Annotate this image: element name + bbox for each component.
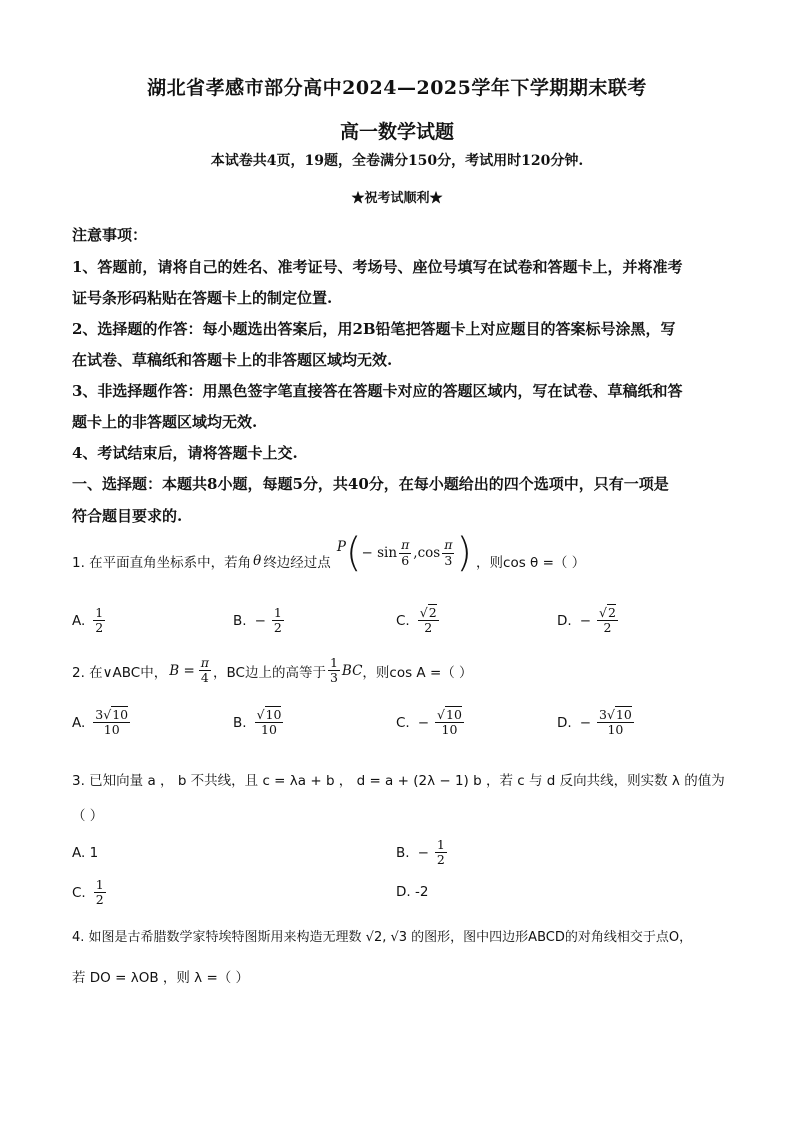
q2-one-third: $\frac{1}{3}$ xyxy=(329,655,338,686)
q1-pi-over-3: $\frac{\pi}{3}$ xyxy=(444,537,453,568)
q2-option-d: D. − $\frac{3√10}{10}$ xyxy=(557,707,632,738)
q1-option-b: B. − $\frac{1}{2}$ xyxy=(233,605,282,636)
q1-post: ，则cos θ =（ ） xyxy=(476,555,586,571)
q2-pi-over-4: $\frac{\pi}{4}$ xyxy=(200,655,209,686)
note-2-line-2: 在试卷、草稿纸和答题卡上的非答题区域均无效. xyxy=(72,351,393,369)
q1-option-a: A. $\frac{1}{2}$ xyxy=(72,605,104,636)
q2-mid: ，BC边上的高等于 xyxy=(213,664,326,681)
q1-pi-over-6: $\frac{\pi}{6}$ xyxy=(401,537,410,568)
exam-info: 本试卷共4页，19题，全卷满分150分，考试用时120分钟. xyxy=(210,153,584,169)
q1-sin: − sin xyxy=(361,545,398,561)
exam-wish: ★祝考试顺利★ xyxy=(351,191,443,206)
q1-mid: 终边经过点 xyxy=(263,555,331,571)
q1-pre: 1. 在平面直角坐标系中，若角 xyxy=(72,555,252,571)
exam-title: 湖北省孝感市部分高中2024—2025学年下学期期末联考 xyxy=(147,77,647,99)
question-3-line-2: （ ） xyxy=(72,808,104,824)
notes-heading: 注意事项： xyxy=(72,226,148,244)
q1-cos: ,cos xyxy=(413,545,441,561)
question-1 xyxy=(72,530,586,581)
q2-option-c: C. − $\frac{√10}{10}$ xyxy=(396,707,462,738)
q1-option-d: D. − $\frac{√2}{2}$ xyxy=(557,605,616,636)
note-2-line-1: 2、选择题的作答：每小题选出答案后，用2B铅笔把答题卡上对应题目的答案标号涂黑，写 xyxy=(72,320,676,338)
note-3-line-1: 3、非选择题作答：用黑色签字笔直接答在答题卡对应的答题区域内，写在试卷、草稿纸和答 xyxy=(72,382,683,400)
note-1-line-2: 证号条形码粘贴在答题卡上的制定位置. xyxy=(72,289,333,307)
question-4-line-2: 若 DO = λOB ，则 λ =（ ） xyxy=(72,970,250,986)
q3-option-c: C. $\frac{1}{2}$ xyxy=(72,877,104,908)
q3-option-b: B. − $\frac{1}{2}$ xyxy=(396,837,445,868)
question-4-line-1: 4. 如图是古希腊数学家特埃特图斯用来构造无理数 √2, √3 的图形，图中四边形ABCD的对角线相交于点O， xyxy=(72,930,693,945)
section-1-line-1: 一、选择题：本题共8小题，每题5分，共40分，在每小题给出的四个选项中，只有一项是 xyxy=(72,475,669,493)
q2-option-b: B. $\frac{√10}{10}$ xyxy=(233,707,282,738)
q2-bc: BC xyxy=(341,662,363,679)
exam-subtitle: 高一数学试题 xyxy=(339,121,454,143)
note-4: 4、考试结束后，请将答题卡上交. xyxy=(72,444,298,462)
q2-b-eq: B = xyxy=(169,662,195,679)
note-3-line-2: 题卡上的非答题区域均无效. xyxy=(72,413,258,431)
note-1-line-1: 1、答题前，请将自己的姓名、准考证号、考场号、座位号填写在试卷和答题卡上，并将准考 xyxy=(72,258,683,276)
q2-post: ，则cos A =（ ） xyxy=(362,664,473,681)
q2-option-a: A. $\frac{3√10}{10}$ xyxy=(72,707,129,738)
q1-left-paren: ( xyxy=(345,530,362,576)
q2-pre: 2. 在∨ABC中， xyxy=(72,664,168,681)
q1-theta: θ xyxy=(253,553,262,569)
q3-option-a: A. 1 xyxy=(72,845,99,861)
question-2 xyxy=(72,656,473,686)
q1-point-p: P xyxy=(336,539,346,555)
q3-option-d: D. -2 xyxy=(396,884,429,900)
q1-option-c: C. $\frac{√2}{2}$ xyxy=(396,605,437,636)
question-3-line-1: 3. 已知向量 a ， b 不共线，且 c = λa + b ， d = a + (2λ − 1) b ，若 c 与 d 反向共线，则实数 λ 的值为 xyxy=(72,773,725,789)
section-1-line-2: 符合题目要求的. xyxy=(72,507,183,525)
q1-right-paren: ) xyxy=(456,530,473,576)
